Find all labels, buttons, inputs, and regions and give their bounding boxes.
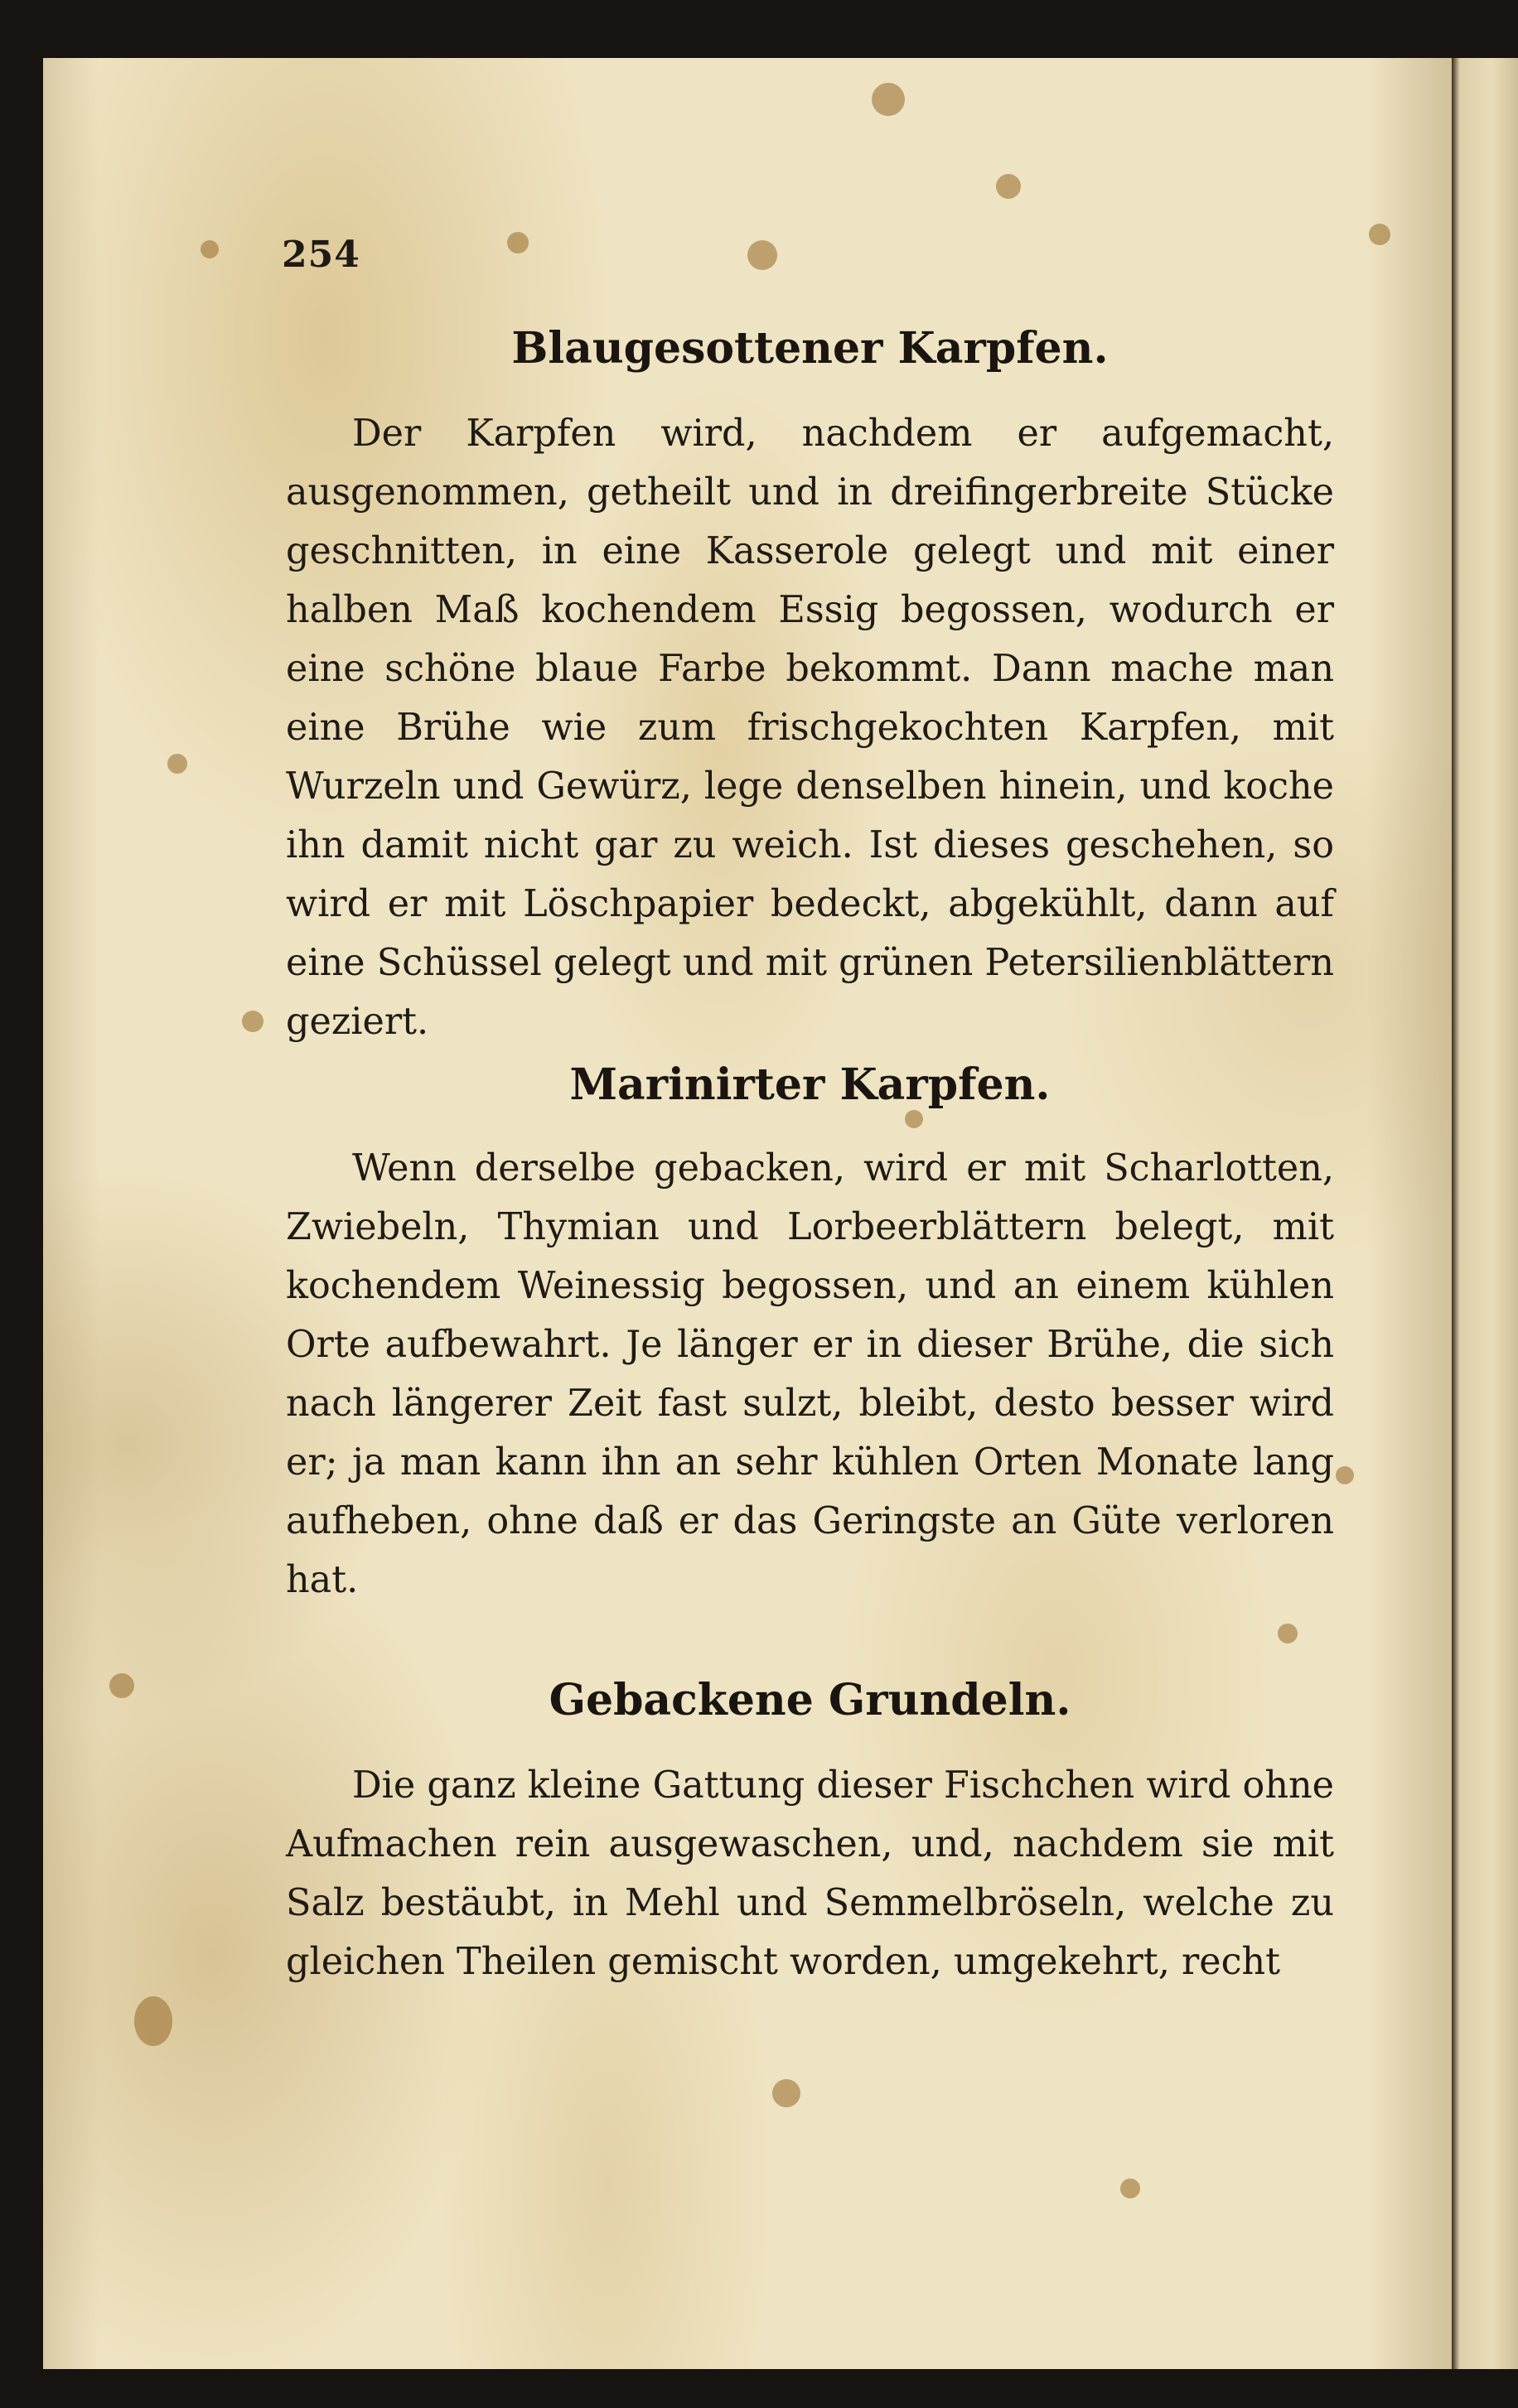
foxing-spot	[747, 240, 777, 270]
foxing-spot	[201, 240, 219, 258]
foxing-spot	[109, 1673, 134, 1698]
foxing-spot	[507, 232, 529, 253]
foxing-spot	[242, 1011, 263, 1032]
foxing-spot	[905, 1110, 923, 1128]
recipe-text: Wenn derselbe gebacken, wird er mit Scharlotten, Zwiebeln, Thymian und Lorbeerblättern belegt, mit kochendem Weinessig begossen, und an einem kühlen Orte aufbewahrt. Je länger er in dieser Brühe, die sich nach längerer Zeit fast sulzt, bleibt, desto besser wird er; ja man kann ihn an sehr kühlen Orten Monate lang aufheben, ohne daß er das Geringste an Güte verloren hat.	[286, 1147, 1334, 1601]
foxing-spot	[1278, 1624, 1298, 1643]
foxing-spot	[134, 1996, 172, 2046]
foxing-spot	[1369, 224, 1390, 245]
recipe-title: Marinirter Karpfen.	[569, 1059, 1051, 1110]
recipe-text: Die ganz kleine Gattung dieser Fischchen wird ohne Aufmachen rein ausgewaschen, und, nachdem sie mit Salz bestäubt, in Mehl und Semmelbröseln, welche zu gleichen Theilen gemischt worden, umgekehrt, recht	[286, 1764, 1334, 1983]
foxing-spot	[1120, 2179, 1140, 2198]
recipe-title: Gebackene Grundeln.	[549, 1675, 1071, 1725]
page-number: 254	[282, 234, 360, 276]
foxing-spot	[996, 174, 1021, 199]
book-gutter	[1452, 58, 1518, 2369]
foxing-spot	[772, 2079, 800, 2107]
foxing-spot	[872, 83, 905, 116]
recipe-title: Blaugesottener Karpfen.	[511, 323, 1109, 374]
foxing-spot	[167, 754, 187, 774]
recipe-text: Der Karpfen wird, nachdem er aufgemacht, ausgenommen, getheilt und in dreifingerbreite Stücke geschnitten, in eine Kasserole gelegt und mit einer halben Maß kochendem Essig begossen, wodurch er eine schöne blaue Farbe bekommt. Dann mache man eine Brühe wie zum frischgekochten Karpfen, mit Wurzeln und Gewürz, lege denselben hinein, und koche ihn damit nicht gar zu weich. Ist dieses geschehen, so wird er mit Löschpapier bedeckt, abgekühlt, dann auf eine Schüssel gelegt und mit grünen Petersilienblättern geziert.	[286, 413, 1334, 1043]
foxing-spot	[1336, 1466, 1354, 1484]
